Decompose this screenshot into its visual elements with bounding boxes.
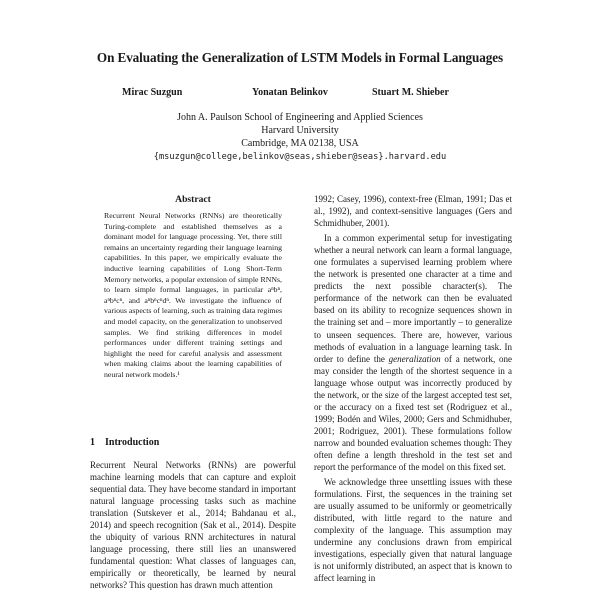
paragraph-evaluation-part1: In a common experimental setup for investigating whether a neural network can learn a formal language, one formulates a supervised learning problem where the network is presented one character at a time and predicts the next possible character(s). The performance of the network can then be evaluated based on its ability to recognize sequences shown in the training set and – more importantly – to generalize to unseen sequences. There are, however, various methods of evaluation in a language learning task. In order to define the [314, 233, 512, 364]
affiliation-school: John A. Paulson School of Engineering and Applied Sciences [177, 112, 423, 123]
paragraph-continued: 1992; Casey, 1996), context-free (Elman, 1991; Das et al., 1992), and context-sensitive languages (Gers and Schmidhuber, 2001). [314, 194, 512, 229]
right-column [314, 193, 512, 600]
intro-paragraph: Recurrent Neural Networks (RNNs) are powerful machine learning models that can capture and exploit sequential data. They have become standard in important natural language processing tasks such as machine translation (Sutskever et al., 2014; Bahdanau et al., 2014) and speech recognition (Sak et al., 2014). Despite the ubiquity of various RNN architectures in natural language processing, there still lies an unanswered fundamental question: What classes of languages can, empirically or theoretically, be learned by neural networks? This question has drawn much attention [90, 460, 296, 591]
affiliation-city: Cambridge, MA 02138, USA [241, 138, 359, 150]
section-title: Introduction [105, 437, 160, 448]
abstract-heading: Abstract [175, 194, 211, 205]
abstract-text: Recurrent Neural Networks (RNNs) are theoretically Turing-complete and established themselves as a dominant model for language processing. Yet, there still remains an uncertainty regarding their language learning capabilities. In this paper, we empirically evaluate the inductive learning capabilities of Long Short-Term Memory networks, a popular extension of simple RNNs, to learn simple formal languages, in particular aⁿbⁿ, aⁿbⁿcⁿ, and aⁿbⁿcⁿdⁿ. We investigate the influence of various aspects of learning, such as training data regimes and model capacity, on the generalization to unobserved samples. We find striking differences in model performances under different training settings and highlight the need for careful analysis and assessment when making claims about the learning capabilities of neural network models.¹ [104, 211, 282, 379]
author-list [0, 87, 600, 103]
introduction-text [90, 459, 296, 592]
author-emails: {msuzgun@college,belinkov@seas,shieber@seas}.harvard.edu [153, 151, 447, 162]
paragraph-evaluation [314, 232, 512, 473]
author-2: Yonatan Belinkov [252, 87, 328, 98]
section-heading-introduction [90, 437, 159, 448]
paragraph-issues: We acknowledge three unsettling issues with these formulations. First, the sequences in the training set are usually assumed to be uniformly or geometrically distributed, with little regard to the nature and complexity of the language. This assumption may undermine any conclusions drawn from empirical investigations, especially given that natural language is not uniformly distributed, an aspect that is known to affect learning in [314, 477, 512, 584]
paper-title: On Evaluating the Generalization of LSTM Models in Formal Languages [96, 50, 504, 65]
author-3: Stuart M. Shieber [372, 87, 449, 98]
affiliation-university: Harvard University [261, 125, 339, 137]
author-1: Mirac Suzgun [122, 87, 183, 98]
paragraph-evaluation-part2: of a network, one may consider the length of the shortest sequence in a language whose output was incorrectly produced by the network, or the size of the largest accepted test set, or the accuracy on a fixed test set (Rodriguez et al., 1999; Bodén and Wiles, 2000; Gers and Schmidhuber, 2001; Rodriguez, 2001). These formulations follow narrow and bounded evaluation schemes though: They often define a length threshold in the test set and report the performance of the model on this fixed set. [314, 353, 512, 473]
affiliation-block [0, 111, 600, 164]
section-number: 1 [90, 437, 95, 448]
emphasis-generalization: generalization [388, 353, 441, 364]
